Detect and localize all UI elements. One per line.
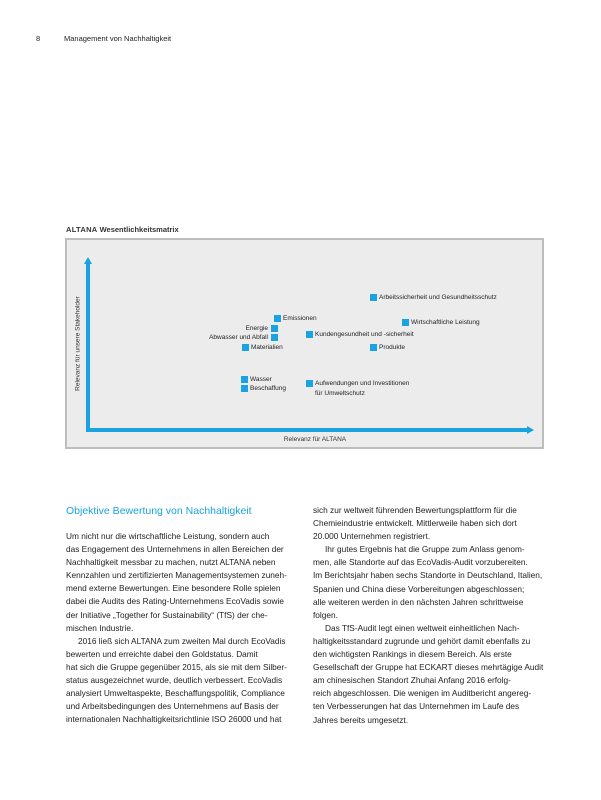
point-marker-aufwendungen	[306, 380, 313, 387]
text-line: mischen Industrie.	[66, 622, 134, 633]
text-line: Spanien und China diese Vorbereitungen abgeschlossen;	[313, 583, 525, 594]
text-line: den wichtigsten Rankings in diesem Bereich. Als erste	[313, 649, 512, 660]
x-axis	[86, 428, 529, 432]
point-label-wirtschaftliche-leistung: Wirtschaftliche Leistung	[411, 319, 480, 326]
text-line: 2016 ließ sich ALTANA zum zweiten Mal durch EcoVadis	[78, 635, 286, 646]
text-line: und Arbeitsbedingungen des Unternehmens auf Basis der	[66, 701, 279, 712]
text-line: Jahres bereits umgesetzt.	[313, 714, 408, 725]
point-marker-arbeitssicherheit	[370, 294, 377, 301]
text-line: Um nicht nur die wirtschaftliche Leistung, sondern auch	[66, 531, 270, 541]
text-line: Ihr gutes Ergebnis hat die Gruppe zum Anlass genom-	[325, 544, 525, 555]
article-right-column	[313, 504, 553, 727]
y-axis-label: Relevanz für unsere Stakeholder	[74, 296, 82, 391]
point-label-produkte: Produkte	[379, 344, 406, 351]
text-line: Im Berichtsjahr haben sechs Standorte in Deutschland, Italien,	[313, 570, 543, 581]
text-line: folgen.	[313, 609, 338, 620]
figure-title-brand: ALTANA	[66, 225, 98, 234]
text-line: 20.000 Unternehmen registriert.	[313, 531, 431, 542]
materiality-matrix	[65, 238, 544, 449]
text-line: Nachhaltigkeit messbar zu machen, nutzt ALTANA neben	[66, 557, 276, 568]
point-label-materialien: Materialien	[251, 344, 283, 351]
point-marker-produkte	[370, 344, 377, 351]
point-marker-energie	[271, 325, 278, 332]
text-line: Das TfS-Audit legt einen weltweit einheitlichen Nach-	[325, 622, 520, 633]
figure-title	[66, 225, 179, 234]
y-axis	[86, 262, 90, 432]
point-marker-wasser	[241, 376, 248, 383]
figure-title-text: Wesentlichkeitsmatrix	[97, 225, 179, 234]
text-line: mend externe Bewertungen. Eine besondere Rolle spielen	[66, 583, 281, 594]
text-line: haltigkeitsstandard zugrunde und gehört damit ebenfalls zu	[313, 635, 531, 646]
text-line: ten Verbesserungen hat das Unternehmen im Laufe des	[313, 701, 520, 712]
point-label-energie: Energie	[245, 325, 268, 332]
text-line: der Initiative „Together for Sustainability“ (TfS) der che-	[66, 609, 268, 620]
y-axis-arrow-icon	[84, 257, 92, 264]
running-header	[36, 34, 171, 43]
point-label-aufwendungen-line2: für Umweltschutz	[315, 390, 365, 397]
page-number: 8	[36, 34, 41, 43]
point-label-arbeitssicherheit: Arbeitssicherheit und Gesundheitsschutz	[379, 294, 497, 301]
text-line: analysiert Umweltaspekte, Beschaffungspolitik, Compliance	[66, 688, 285, 699]
text-line: men, alle Standorte auf das EcoVadis-Audit vorzubereiten.	[313, 557, 528, 568]
text-line: sich zur weltweit führenden Bewertungsplattform für die	[313, 505, 517, 515]
x-axis-arrow-icon	[527, 426, 534, 434]
point-marker-emissionen	[274, 315, 281, 322]
point-label-abwasser: Abwasser und Abfall	[209, 334, 268, 341]
article-left-column	[66, 530, 306, 726]
text-line: Kennzahlen und zertifizierten Managementsystemen zuneh-	[66, 570, 287, 581]
text-line: reich abgeschlossen. Die wenigen im Auditbericht angereg-	[313, 688, 532, 699]
section-title: Management von Nachhaltigkeit	[64, 34, 172, 43]
text-line: status ausgezeichnet wurde, deutlich verbessert. EcoVadis	[66, 675, 283, 686]
point-label-emissionen: Emissionen	[283, 315, 317, 322]
point-marker-materialien	[242, 344, 249, 351]
point-label-wasser: Wasser	[250, 376, 272, 383]
text-line: dabei die Audits des Rating-Unternehmens EcoVadis sowie	[66, 596, 284, 607]
text-line: am chinesischen Standort Zhuhai Anfang 2016 erfolg-	[313, 675, 511, 686]
text-line: Chemieindustrie entwickelt. Mittlerweile haben sich dort	[313, 518, 517, 529]
point-label-beschaffung: Beschaffung	[250, 385, 287, 392]
point-marker-wirtschaftliche-leistung	[402, 319, 409, 326]
point-marker-abwasser	[271, 334, 278, 341]
x-axis-label: Relevanz für ALTANA	[283, 436, 347, 443]
point-label-aufwendungen-line1: Aufwendungen und Investitionen	[315, 380, 410, 387]
text-line: das Engagement des Unternehmens in allen Bereichen der	[66, 544, 284, 555]
point-label-kundengesundheit: Kundengesundheit und -sicherheit	[315, 331, 414, 338]
text-line: Gesellschaft der Gruppe hat ECKART dieses mehrtägige Audit	[313, 662, 544, 673]
article-heading: Objektive Bewertung von Nachhaltigkeit	[66, 505, 252, 517]
point-marker-kundengesundheit	[306, 331, 313, 338]
text-line: bewerten und erreichte dabei den Goldstatus. Damit	[66, 648, 258, 659]
text-line: internationalen Nachhaltigkeitsrichtlinie ISO 26000 und hat	[66, 714, 282, 725]
point-marker-beschaffung	[241, 385, 248, 392]
text-line: alle weiteren werden in den nächsten Jahren schrittweise	[313, 596, 524, 607]
text-line: hat sich die Gruppe gegenüber 2015, als sie mit dem Silber-	[66, 661, 287, 672]
